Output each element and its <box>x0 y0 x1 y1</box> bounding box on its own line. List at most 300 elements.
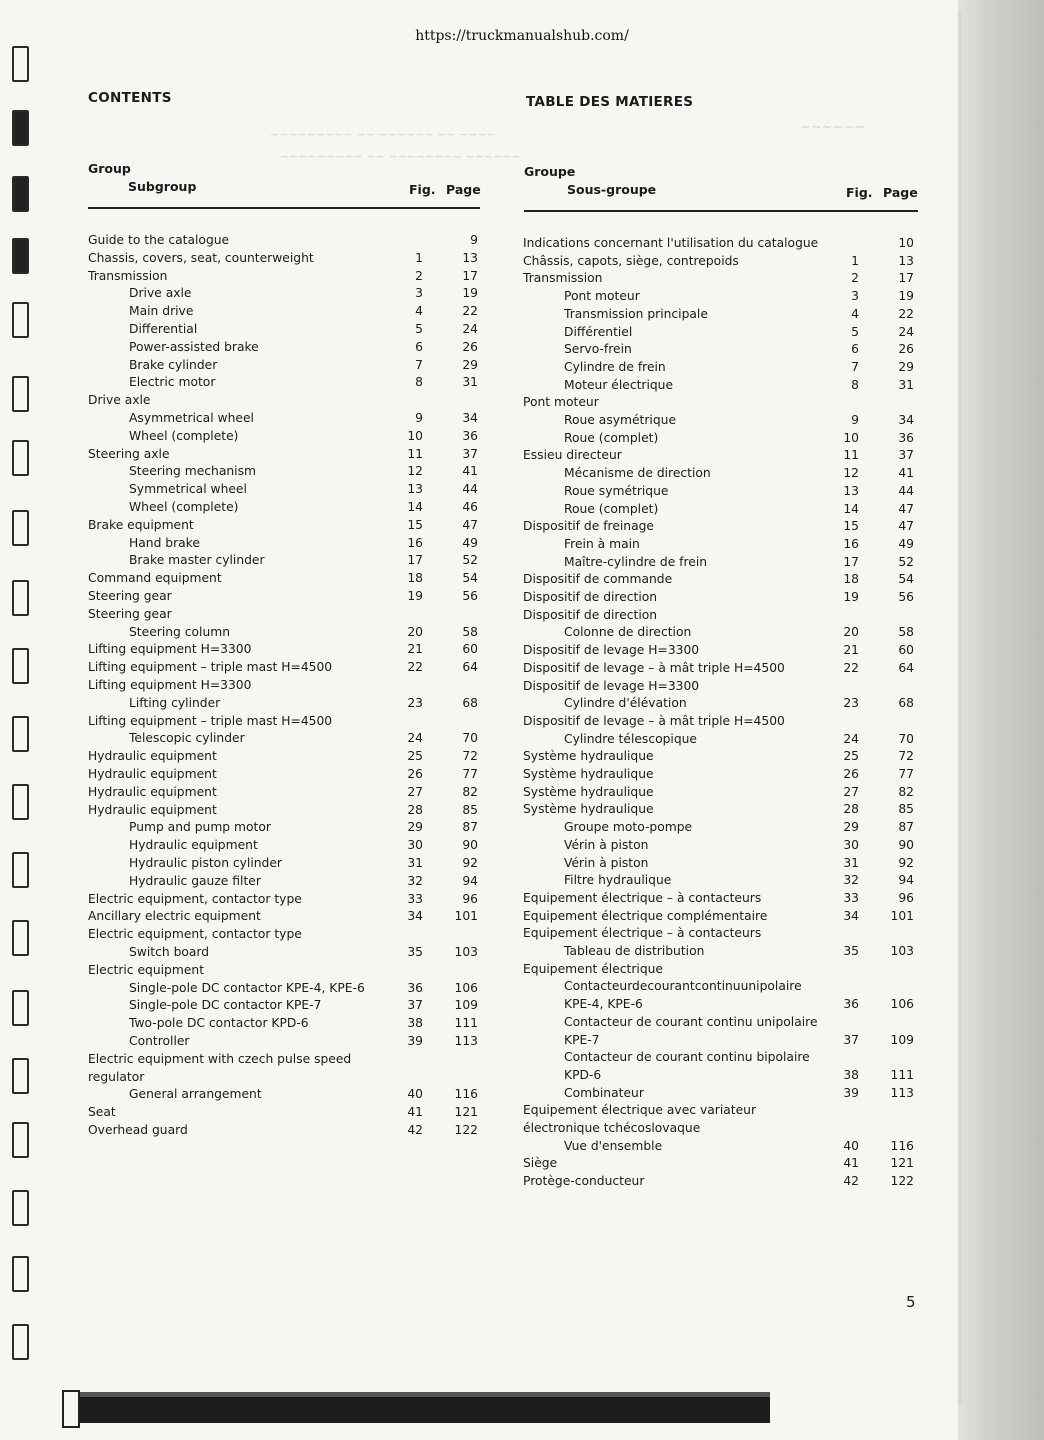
group-label: Dispositif de freinage <box>523 519 654 534</box>
page-reference: 22 <box>898 306 914 321</box>
page-reference: 87 <box>462 820 478 835</box>
figure-number: 28 <box>843 802 859 817</box>
figure-number: 10 <box>843 430 859 445</box>
group-label: Pont moteur <box>523 395 599 410</box>
group-label: Brake equipment <box>88 517 194 532</box>
subgroup-label: Telescopic cylinder <box>129 731 245 746</box>
page-reference: 47 <box>898 501 914 516</box>
page-reference: 44 <box>898 483 914 498</box>
figure-number: 18 <box>407 571 423 586</box>
figure-number: 36 <box>407 980 423 995</box>
figure-number: 31 <box>843 855 859 870</box>
figure-number: 15 <box>843 519 859 534</box>
group-label: Hydraulic equipment <box>88 767 217 781</box>
group-label: Dispositif de levage – à mât triple H=4500 <box>523 660 785 675</box>
bleed-through-mark: ~~~~~~~~~ ~~ ~~~~~~ ~~ ~~~~ <box>270 128 496 141</box>
figure-number: 6 <box>851 342 859 357</box>
figure-number: 35 <box>843 944 859 958</box>
figure-number: 41 <box>407 1105 423 1120</box>
figure-number: 7 <box>851 359 859 374</box>
figure-number: 35 <box>407 945 423 959</box>
group-label: Electric equipment with czech pulse speed <box>88 1051 352 1066</box>
figure-number: 40 <box>407 1087 423 1102</box>
binding-hole <box>12 784 29 820</box>
fig-header-fr: Fig. <box>846 185 873 200</box>
figure-number: 4 <box>851 306 859 321</box>
group-label: Equipement électrique – à contacteurs <box>523 890 762 905</box>
page-reference: 49 <box>898 536 914 551</box>
binding-holes <box>0 0 80 1440</box>
group-label: Transmission <box>88 268 168 283</box>
contents-title: CONTENTS <box>88 90 172 106</box>
subgroup-label: Single-pole DC contactor KPE-4, KPE-6 <box>129 980 365 995</box>
group-label: Hydraulic equipment <box>88 749 217 764</box>
page-reference: 96 <box>898 890 914 905</box>
source-url: https://truckmanualshub.com/ <box>415 28 629 44</box>
binding-hole <box>12 238 29 274</box>
figure-number: 16 <box>407 535 423 550</box>
page-reference: 121 <box>454 1105 478 1120</box>
page-reference: 85 <box>898 802 914 817</box>
figure-number: 21 <box>407 642 423 657</box>
figure-number: 26 <box>843 767 859 781</box>
header-rule-fr <box>524 210 918 212</box>
binding-hole <box>12 1190 29 1226</box>
figure-number: 31 <box>407 856 423 870</box>
group-label: Dispositif de direction <box>523 590 658 604</box>
page-reference: 13 <box>462 250 478 265</box>
subgroup-label: Servo-frein <box>564 342 632 357</box>
subgroup-label: Switch board <box>129 945 210 959</box>
binding-hole <box>12 110 29 146</box>
subgroup-label: Combinateur <box>564 1085 644 1100</box>
page-reference: 77 <box>898 767 914 781</box>
subgroup-label: Cylindre télescopique <box>564 731 698 746</box>
figure-number: 28 <box>407 802 423 817</box>
subgroup-label: Electric motor <box>129 375 216 390</box>
group-label: Equipement électrique <box>523 961 663 976</box>
group-label: Lifting equipment H=3300 <box>88 678 252 692</box>
table-des-matieres-title: TABLE DES MATIERES <box>526 94 694 110</box>
page-reference: 58 <box>898 625 914 640</box>
subgroup-label: Main drive <box>129 304 194 319</box>
binding-hole <box>12 1058 29 1094</box>
figure-number: 6 <box>415 339 423 354</box>
group-label: Essieu directeur <box>523 448 622 463</box>
figure-number: 14 <box>843 501 859 516</box>
group-label: Equipement électrique – à contacteurs <box>523 926 762 941</box>
group-label: Electric equipment, contactor type <box>88 927 302 942</box>
group-label: Seat <box>88 1105 116 1120</box>
page-reference: 64 <box>462 660 478 675</box>
figure-number: 34 <box>843 908 859 923</box>
group-label: Overhead guard <box>88 1123 188 1137</box>
subgroup-label: Vérin à piston <box>564 855 649 870</box>
page-edge-shadow <box>958 0 1044 1440</box>
page-reference: 109 <box>890 1032 914 1047</box>
page-reference: 111 <box>454 1016 478 1031</box>
page-reference: 29 <box>898 359 914 374</box>
subgroup-label: Steering mechanism <box>129 464 256 479</box>
page-reference: 58 <box>462 624 478 639</box>
page-reference: 34 <box>462 411 478 425</box>
sous-groupe-header: Sous-groupe <box>567 182 657 197</box>
subgroup-label: Roue asymétrique <box>564 413 677 427</box>
subgroup-label: Asymmetrical wheel <box>129 411 254 425</box>
group-label: Dispositif de levage H=3300 <box>523 678 700 693</box>
figure-number: 12 <box>843 466 859 481</box>
page-reference: 103 <box>890 944 914 958</box>
group-label: Electric equipment <box>88 962 205 977</box>
page-reference: 19 <box>898 289 914 304</box>
page-reference: 94 <box>898 873 914 888</box>
group-label: Système hydraulique <box>523 767 654 781</box>
page-reference: 44 <box>462 482 478 497</box>
figure-number: 33 <box>407 891 423 906</box>
page-reference: 56 <box>462 589 478 603</box>
group-label: Protège-conducteur <box>523 1174 645 1189</box>
page-reference: 106 <box>454 980 478 995</box>
groupe-header: Groupe <box>524 164 576 179</box>
figure-number: 15 <box>407 517 423 532</box>
subgroup-label: KPE-4, KPE-6 <box>564 997 643 1012</box>
figure-number: 8 <box>415 375 423 390</box>
page-reference: 101 <box>890 908 914 923</box>
figure-number: 2 <box>415 268 423 283</box>
page-reference: 101 <box>454 909 478 924</box>
subgroup-label: Differential <box>129 322 198 336</box>
subgroup-label: Hydraulic piston cylinder <box>129 856 282 870</box>
page-reference: 90 <box>462 838 478 853</box>
figure-number: 38 <box>407 1016 423 1031</box>
figure-number: 7 <box>415 357 423 372</box>
figure-number: 1 <box>851 253 859 268</box>
subgroup-label: Roue (complet) <box>564 501 659 516</box>
page-reference: 96 <box>462 891 478 906</box>
page-header: Page <box>446 182 481 197</box>
subgroup-label: Moteur électrique <box>564 377 674 392</box>
binding-hole <box>12 648 29 684</box>
page-reference: 72 <box>898 749 914 764</box>
group-label: Ancillary electric equipment <box>88 909 261 924</box>
group-label: Drive axle <box>88 393 151 408</box>
group-label: Equipement électrique avec variateur <box>523 1103 757 1118</box>
page-reference: 52 <box>462 553 478 568</box>
subgroup-label: Roue symétrique <box>564 483 669 498</box>
page-reference: 68 <box>898 696 914 711</box>
figure-number: 25 <box>407 749 423 764</box>
figure-number: 11 <box>407 446 423 461</box>
subgroup-label: Groupe moto-pompe <box>564 820 693 835</box>
page-reference: 47 <box>898 519 914 534</box>
group-label: Dispositif de commande <box>523 572 673 587</box>
page-reference: 64 <box>898 660 914 675</box>
group-label: Système hydraulique <box>523 784 654 799</box>
group-label: Steering axle <box>88 446 170 461</box>
page-reference: 22 <box>462 304 478 319</box>
figure-number: 24 <box>407 731 423 746</box>
subgroup-label: Hydraulic gauze filter <box>129 873 261 888</box>
subgroup-label: Hand brake <box>129 535 200 550</box>
scan-bottom-bar <box>70 1397 770 1423</box>
group-label: Lifting equipment – triple mast H=4500 <box>88 713 333 728</box>
subgroup-label: Roue (complet) <box>564 430 659 445</box>
page-reference: 31 <box>462 375 478 390</box>
page-reference: 37 <box>462 446 478 461</box>
page-reference: 113 <box>890 1085 914 1100</box>
group-header: Group <box>88 161 131 176</box>
figure-number: 38 <box>843 1067 859 1082</box>
subgroup-label: Filtre hydraulique <box>564 873 672 888</box>
page-reference: 70 <box>898 731 914 746</box>
figure-number: 14 <box>407 500 423 514</box>
fig-header: Fig. <box>409 182 436 197</box>
group-label: regulator <box>88 1069 145 1084</box>
page-reference: 56 <box>898 590 914 604</box>
figure-number: 39 <box>407 1034 423 1048</box>
subgroup-label: Transmission principale <box>564 306 708 321</box>
figure-number: 34 <box>407 909 423 924</box>
figure-number: 2 <box>851 271 859 286</box>
figure-number: 37 <box>407 998 423 1013</box>
subgroup-label: Controller <box>129 1034 190 1048</box>
binding-hole <box>12 176 29 212</box>
subgroup-label: Tableau de distribution <box>564 944 705 958</box>
figure-number: 27 <box>407 784 423 799</box>
figure-number: 32 <box>407 873 423 888</box>
figure-number: 13 <box>843 483 859 498</box>
page-reference: 106 <box>890 997 914 1012</box>
page-reference: 52 <box>898 554 914 569</box>
figure-number: 13 <box>407 482 423 497</box>
figure-number: 30 <box>407 838 423 853</box>
subgroup-label: Two-pole DC contactor KPD-6 <box>129 1016 309 1031</box>
bleed-through-mark: ~~~~~~ <box>800 120 866 135</box>
figure-number: 20 <box>843 625 859 640</box>
page-reference: 77 <box>462 767 478 781</box>
page-reference: 54 <box>898 572 914 587</box>
subgroup-label: Single-pole DC contactor KPE-7 <box>129 998 322 1013</box>
group-label: Indications concernant l'utilisation du catalogue <box>523 236 819 250</box>
page-edge-line <box>958 10 962 1405</box>
figure-number: 27 <box>843 784 859 799</box>
subgroup-label: Lifting cylinder <box>129 695 221 710</box>
subgroup-label: Contacteurdecourantcontinuunipolaire <box>564 979 802 994</box>
group-label: Steering gear <box>88 589 172 603</box>
page-reference: 9 <box>470 233 478 247</box>
page-reference: 60 <box>898 643 914 658</box>
figure-number: 5 <box>415 322 423 336</box>
figure-number: 12 <box>407 464 423 479</box>
page-reference: 26 <box>462 339 478 354</box>
binding-hole <box>12 510 29 546</box>
figure-number: 24 <box>843 731 859 746</box>
bleed-through-mark: ~~~~~~~~~ ~~ ~~~~~~~~ ~~~~~~ <box>280 150 521 163</box>
figure-number: 21 <box>843 643 859 658</box>
page-reference: 13 <box>898 253 914 268</box>
figure-number: 17 <box>843 554 859 569</box>
page-reference: 116 <box>454 1087 478 1102</box>
page-reference: 113 <box>454 1034 478 1048</box>
figure-number: 29 <box>843 820 859 835</box>
page-header-fr: Page <box>883 185 918 200</box>
page-reference: 47 <box>462 517 478 532</box>
subgroup-label: Cylindre d'élévation <box>564 696 687 711</box>
figure-number: 9 <box>851 413 859 427</box>
figure-number: 16 <box>843 536 859 551</box>
page-reference: 10 <box>898 236 914 250</box>
group-label: électronique tchécoslovaque <box>523 1121 701 1135</box>
group-label: Système hydraulique <box>523 802 654 817</box>
page-reference: 49 <box>462 535 478 550</box>
figure-number: 42 <box>407 1123 423 1137</box>
figure-number: 40 <box>843 1138 859 1153</box>
figure-number: 26 <box>407 767 423 781</box>
subgroup-label: Contacteur de courant continu unipolaire <box>564 1014 818 1029</box>
page-reference: 41 <box>898 466 914 481</box>
group-label: Lifting equipment H=3300 <box>88 642 252 657</box>
subgroup-label: Drive axle <box>129 286 192 301</box>
figure-number: 5 <box>851 324 859 339</box>
page-reference: 94 <box>462 873 478 888</box>
page-reference: 17 <box>462 268 478 283</box>
subgroup-label: KPD-6 <box>564 1067 602 1082</box>
page-reference: 90 <box>898 837 914 852</box>
binding-hole <box>12 376 29 412</box>
subgroup-label: Hydraulic equipment <box>129 838 258 853</box>
binding-hole <box>12 852 29 888</box>
subgroup-label: Wheel (complete) <box>129 500 239 514</box>
page-reference: 85 <box>462 802 478 817</box>
page-reference: 109 <box>454 998 478 1013</box>
binding-hole <box>12 440 29 476</box>
subgroup-label: Vérin à piston <box>564 837 649 852</box>
group-label: Transmission <box>523 271 603 286</box>
binding-hole <box>12 1122 29 1158</box>
figure-number: 10 <box>407 428 423 443</box>
figure-number: 29 <box>407 820 423 835</box>
group-label: Electric equipment, contactor type <box>88 891 302 906</box>
figure-number: 4 <box>415 304 423 319</box>
page-reference: 31 <box>898 377 914 392</box>
page-reference: 122 <box>890 1174 914 1189</box>
subgroup-label: Power-assisted brake <box>129 339 259 354</box>
figure-number: 30 <box>843 837 859 852</box>
group-label: Châssis, capots, siège, contrepoids <box>523 253 739 268</box>
figure-number: 18 <box>843 572 859 587</box>
subgroup-label: Cylindre de frein <box>564 359 666 374</box>
figure-number: 19 <box>407 589 423 603</box>
subgroup-label: Wheel (complete) <box>129 428 239 443</box>
page-reference: 72 <box>462 749 478 764</box>
page-reference: 26 <box>898 342 914 357</box>
figure-number: 41 <box>843 1156 859 1171</box>
binding-hole <box>12 920 29 956</box>
binding-hole <box>12 1256 29 1292</box>
page-reference: 54 <box>462 571 478 586</box>
figure-number: 42 <box>843 1174 859 1189</box>
page-reference: 34 <box>898 413 914 427</box>
page-reference: 122 <box>454 1123 478 1137</box>
subgroup-label: Symmetrical wheel <box>129 482 247 497</box>
figure-number: 25 <box>843 749 859 764</box>
subgroup-label: Contacteur de courant continu bipolaire <box>564 1050 810 1065</box>
figure-number: 33 <box>843 890 859 905</box>
subgroup-label: Vue d'ensemble <box>564 1138 663 1153</box>
binding-hole <box>12 990 29 1026</box>
binding-hole <box>12 716 29 752</box>
binding-hole <box>12 580 29 616</box>
page-reference: 103 <box>454 945 478 959</box>
figure-number: 9 <box>415 411 423 425</box>
subgroup-label: Mécanisme de direction <box>564 466 711 481</box>
page-reference: 46 <box>462 500 478 514</box>
figure-number: 17 <box>407 553 423 568</box>
subgroup-label: Steering column <box>129 624 231 639</box>
page-reference: 82 <box>462 784 478 799</box>
subgroup-label: Frein à main <box>564 536 640 551</box>
group-label: Lifting equipment – triple mast H=4500 <box>88 660 333 675</box>
page-reference: 24 <box>462 322 478 336</box>
subgroup-label: Différentiel <box>564 324 633 339</box>
subgroup-label: Pump and pump motor <box>129 820 271 835</box>
subgroup-label: Colonne de direction <box>564 625 692 640</box>
page-reference: 87 <box>898 820 914 835</box>
group-label: Equipement électrique complémentaire <box>523 908 768 923</box>
page-reference: 29 <box>462 357 478 372</box>
page-reference: 116 <box>890 1138 914 1153</box>
group-label: Dispositif de direction <box>523 607 658 622</box>
page-reference: 82 <box>898 784 914 799</box>
binding-hole-bottom <box>62 1390 80 1428</box>
page-number: 5 <box>906 1293 916 1311</box>
header-rule <box>88 207 480 209</box>
figure-number: 23 <box>843 696 859 711</box>
page-reference: 41 <box>462 464 478 479</box>
group-label: Steering gear <box>88 606 172 621</box>
page-reference: 24 <box>898 324 914 339</box>
figure-number: 22 <box>407 660 423 675</box>
subgroup-label: General arrangement <box>129 1087 262 1102</box>
group-label: Hydraulic equipment <box>88 784 217 799</box>
figure-number: 1 <box>415 250 423 265</box>
group-label: Guide to the catalogue <box>88 233 230 247</box>
page-reference: 60 <box>462 642 478 657</box>
figure-number: 32 <box>843 873 859 888</box>
figure-number: 3 <box>851 289 859 304</box>
binding-hole <box>12 46 29 82</box>
page-reference: 19 <box>462 286 478 301</box>
figure-number: 37 <box>843 1032 859 1047</box>
page-reference: 92 <box>462 856 478 870</box>
page-reference: 68 <box>462 695 478 710</box>
figure-number: 11 <box>843 448 859 463</box>
figure-number: 36 <box>843 997 859 1012</box>
subgroup-header: Subgroup <box>128 179 197 194</box>
group-label: Command equipment <box>88 571 222 586</box>
figure-number: 8 <box>851 377 859 392</box>
page-reference: 70 <box>462 731 478 746</box>
page-reference: 36 <box>898 430 914 445</box>
group-label: Siège <box>523 1156 558 1171</box>
group-label: Chassis, covers, seat, counterweight <box>88 250 314 265</box>
page-reference: 37 <box>898 448 914 463</box>
figure-number: 23 <box>407 695 423 710</box>
group-label: Dispositif de levage H=3300 <box>523 643 700 658</box>
figure-number: 3 <box>415 286 423 301</box>
figure-number: 39 <box>843 1085 859 1100</box>
subgroup-label: Pont moteur <box>564 289 640 304</box>
